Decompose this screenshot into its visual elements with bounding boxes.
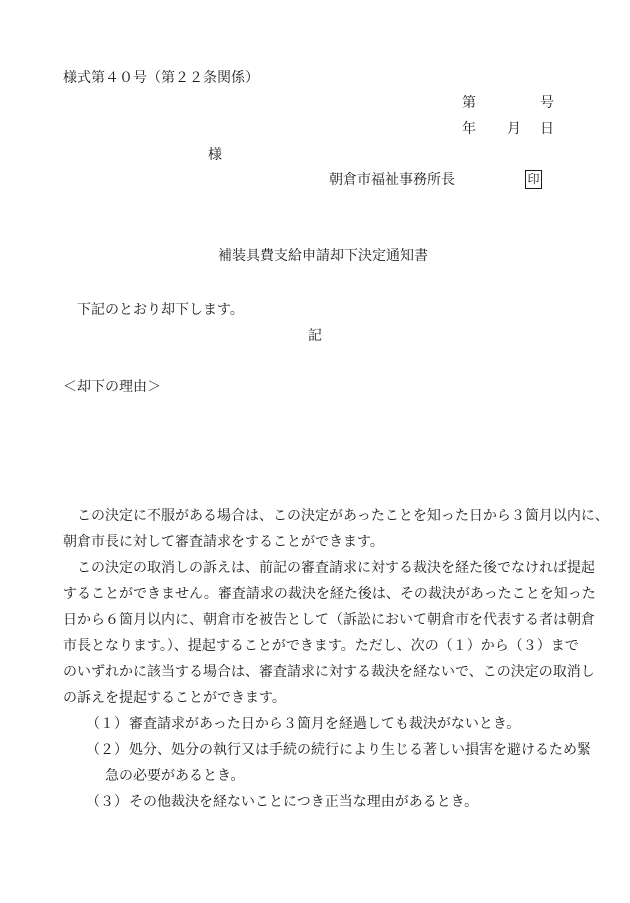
date-year-label: 年 — [462, 121, 476, 137]
notice-line: 市長となります。）、提起することができます。ただし、次の（１）から（３）まで — [63, 638, 579, 654]
item-text-continuation: 急の必要があるとき。 — [105, 768, 245, 784]
item-text: 審査請求があった日から３箇月を経過しても裁決がないとき。 — [129, 716, 521, 732]
intro-text: 下記のとおり却下します。 — [77, 302, 244, 318]
item-number: （３） — [86, 794, 128, 810]
form-number: 様式第４０号（第２２条関係） — [63, 70, 259, 86]
notice-line: のいずれかに該当する場合は、審査請求に対する裁決を経ないで、この決定の取消し — [63, 664, 595, 680]
document-number-prefix: 第 — [462, 95, 476, 111]
document-title: 補装具費支給申請却下決定通知書 — [218, 248, 428, 264]
notice-line: この決定の取消しの訴えは、前記の審査請求に対する裁決を経た後でなければ提起 — [77, 560, 595, 576]
notice-line: 日から６箇月以内に、朝倉市を被告として（訴訟において朝倉市を代表する者は朝倉 — [63, 612, 595, 628]
notice-line: の訴えを提起することができます。 — [63, 690, 286, 706]
notice-line: 朝倉市長に対して審査請求をすることができます。 — [63, 534, 384, 550]
addressee-suffix: 様 — [208, 147, 222, 163]
ki-marker: 記 — [308, 328, 322, 344]
reason-heading: ＜却下の理由＞ — [63, 379, 161, 395]
date-day-label: 日 — [540, 121, 554, 137]
item-text: 処分、処分の執行又は手続の続行により生じる著しい損害を避けるため緊 — [129, 742, 591, 758]
issuer-name: 朝倉市福祉事務所長 — [329, 172, 455, 188]
document-number-suffix: 号 — [540, 95, 554, 111]
item-number: （２） — [86, 742, 128, 758]
notice-line: この決定に不服がある場合は、この決定があったことを知った日から３箇月以内に、 — [77, 508, 609, 524]
seal-mark: 印 — [525, 170, 542, 189]
notice-line: することができません。審査請求の裁決を経た後は、その裁決があったことを知った — [63, 586, 596, 602]
date-month-label: 月 — [507, 121, 521, 137]
item-text: その他裁決を経ないことにつき正当な理由があるとき。 — [129, 794, 479, 810]
item-number: （１） — [86, 716, 128, 732]
